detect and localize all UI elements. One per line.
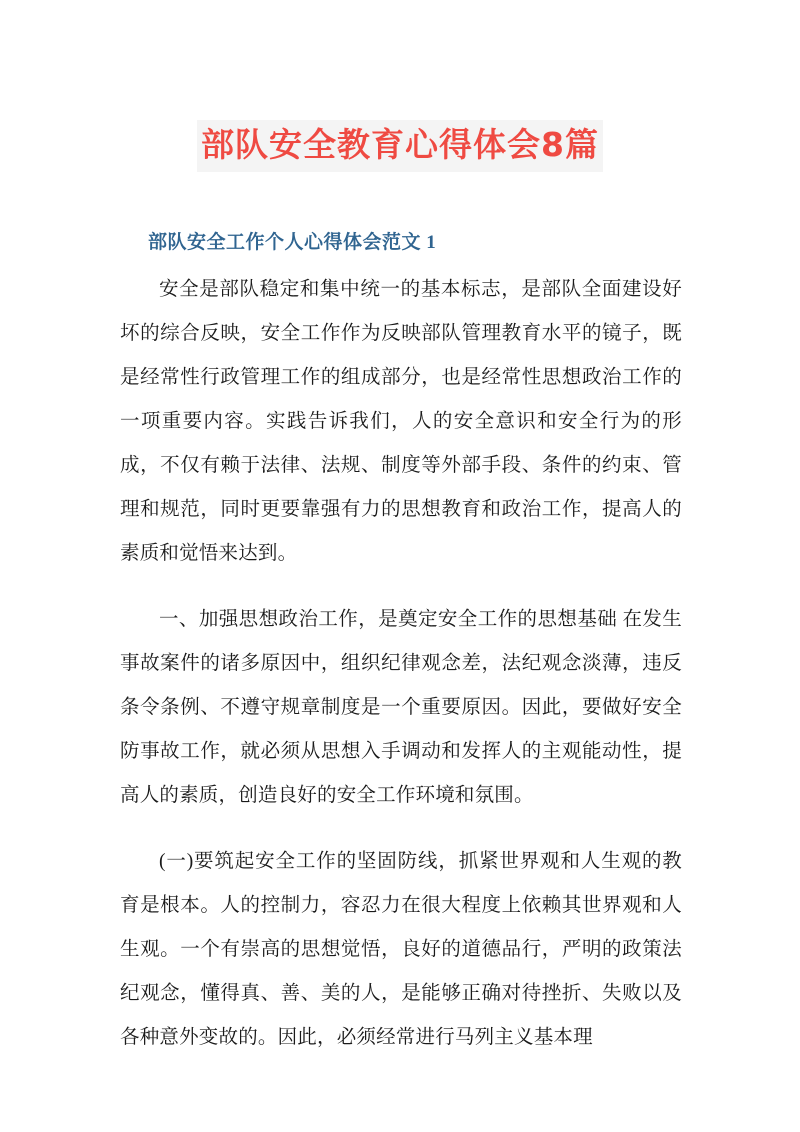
- page-title: 部队安全教育心得体会8篇: [197, 120, 603, 172]
- document-title-container: [0, 98, 800, 194]
- body-paragraph: (一)要筑起安全工作的坚固防线，抓紧世界观和人生观的教育是根本。人的控制力，容忍力在很大程度上依赖其世界观和人生观。一个有崇高的思想觉悟，良好的道德品行，严明的政策法纪观念，懂得真、善、美的人，是能够正确对待挫折、失败以及各种意外变故的。因此，必须经常进行马列主义基本理: [120, 851, 682, 1048]
- section-heading-container: [120, 212, 680, 274]
- body-paragraph: 一、加强思想政治工作，是奠定安全工作的思想基础 在发生事故案件的诸多原因中，组织纪律观念差，法纪观念淡薄，违反条令条例、不遵守规章制度是一个重要原因。因此，要做好安全防事故工作，就必须从思想入手调动和发挥人的主观能动性，提高人的素质，创造良好的安全工作环境和氛围。: [120, 609, 682, 806]
- body-paragraph: 安全是部队稳定和集中统一的基本标志，是部队全面建设好坏的综合反映，安全工作作为反映部队管理教育水平的镜子，既是经常性行政管理工作的组成部分，也是经常性思想政治工作的一项重要内容。实践告诉我们，人的安全意识和安全行为的形成，不仅有赖于法律、法规、制度等外部手段、条件的约束、管理和规范，同时更要靠强有力的思想教育和政治工作，提高人的素质和觉悟来达到。: [120, 279, 682, 564]
- document-body: [120, 268, 682, 1060]
- section-heading: 部队安全工作个人心得体会范文 1: [148, 231, 437, 253]
